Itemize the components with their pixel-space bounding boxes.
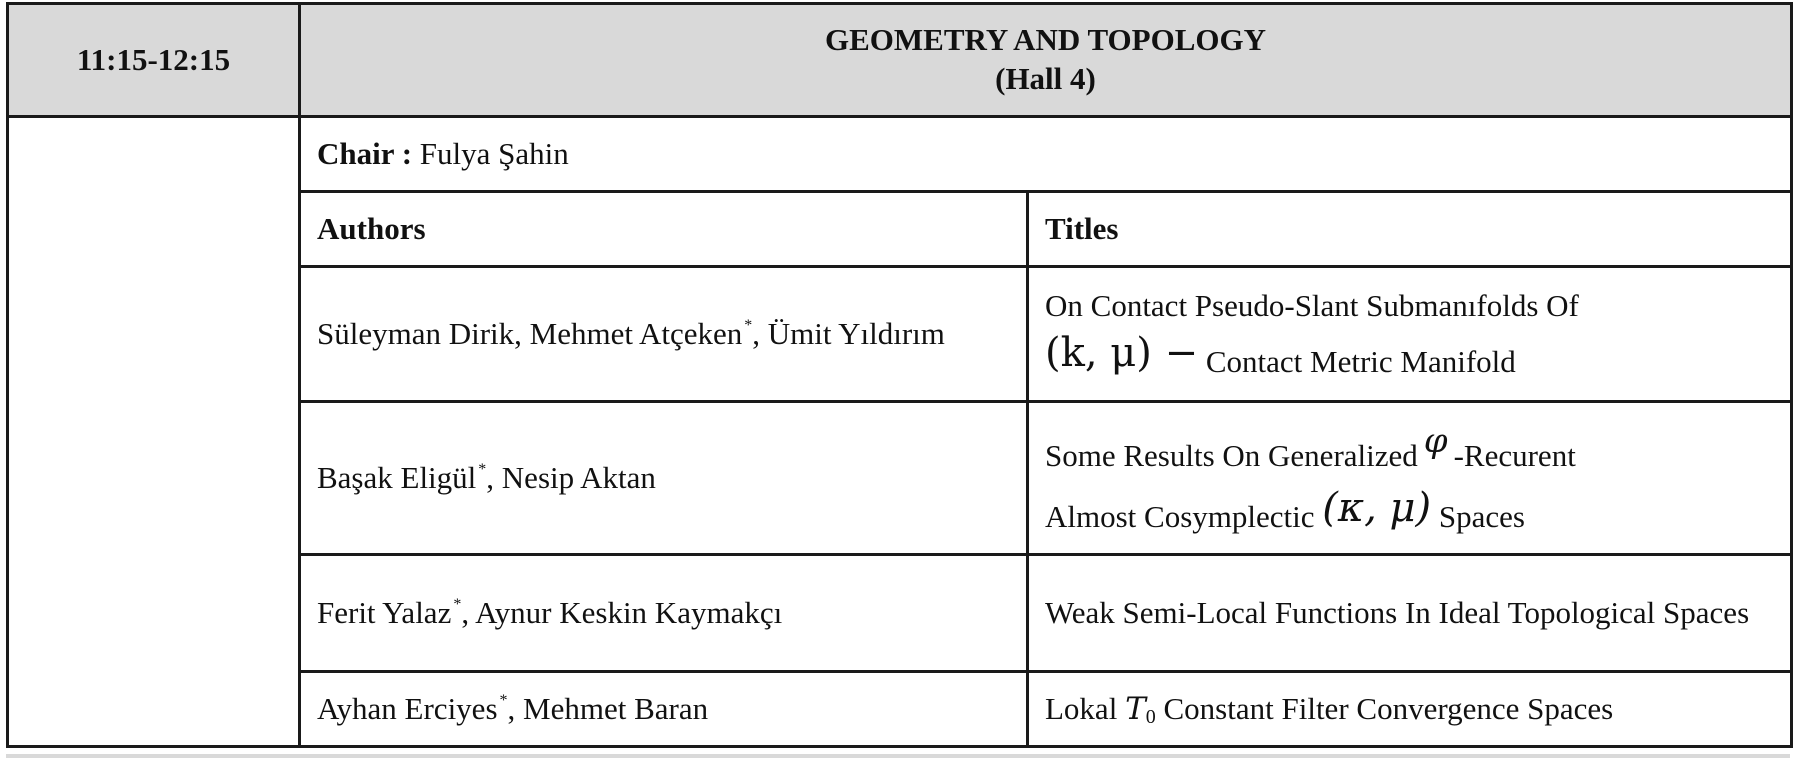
titles-column-header: Titles	[1028, 192, 1792, 267]
title-text: Contact Metric Manifold	[1205, 343, 1516, 379]
title-text: -Recurent	[1453, 437, 1576, 473]
author-text: Ayhan Erciyes	[317, 690, 498, 726]
next-section-strip	[6, 754, 1790, 758]
math-subscript: 0	[1145, 705, 1156, 728]
session-table	[6, 2, 1793, 748]
talk-authors	[300, 267, 1028, 402]
title-text: Almost Cosymplectic	[1045, 499, 1315, 534]
author-text: , Nesip Aktan	[486, 459, 656, 495]
title-text: Lokal	[1045, 690, 1118, 726]
session-header-row	[8, 4, 1792, 117]
talk-title	[1028, 402, 1792, 555]
talk-authors	[300, 555, 1028, 672]
chair-cell	[300, 117, 1792, 192]
session-hall: (Hall 4)	[995, 61, 1096, 96]
author-text: Ferit Yalaz	[317, 594, 452, 630]
math-expression: φ	[1423, 420, 1448, 461]
author-text: , Mehmet Baran	[507, 690, 709, 726]
math-expression: (k, μ) −	[1045, 329, 1199, 376]
author-text: , Aynur Keskin Kaymakçı	[461, 594, 783, 630]
talk-authors	[300, 672, 1028, 747]
chair-name: Fulya Şahin	[419, 135, 569, 171]
talk-authors	[300, 402, 1028, 555]
author-text: Süleyman Dirik, Mehmet Atçeken	[317, 315, 743, 351]
presenter-marker: *	[478, 460, 487, 478]
author-text: , Ümit Yıldırım	[752, 315, 945, 351]
talk-title	[1028, 672, 1792, 747]
math-expression: (κ, μ)	[1322, 485, 1432, 531]
chair-label: Chair :	[317, 135, 413, 171]
time-column-blank	[8, 117, 300, 747]
session-time	[8, 4, 300, 117]
authors-column-header: Authors	[300, 192, 1028, 267]
session-title-cell	[300, 4, 1792, 117]
author-text: Başak Eligül	[317, 459, 477, 495]
presenter-marker: *	[453, 595, 462, 613]
presenter-marker: *	[499, 691, 508, 709]
math-expression: T	[1125, 690, 1146, 727]
title-text: On Contact Pseudo-Slant Submanıfolds Of	[1045, 288, 1579, 324]
presenter-marker: *	[744, 316, 753, 334]
session-title: GEOMETRY AND TOPOLOGY	[825, 22, 1267, 58]
title-text: Constant Filter Convergence Spaces	[1163, 690, 1614, 726]
talk-title	[1028, 267, 1792, 402]
title-text: Some Results On Generalized	[1045, 437, 1418, 473]
chair-row	[8, 117, 1792, 192]
title-text: Spaces	[1438, 499, 1525, 534]
talk-title: Weak Semi-Local Functions In Ideal Topological Spaces	[1028, 555, 1792, 672]
session-time-text: 11:15-12:15	[76, 41, 231, 77]
